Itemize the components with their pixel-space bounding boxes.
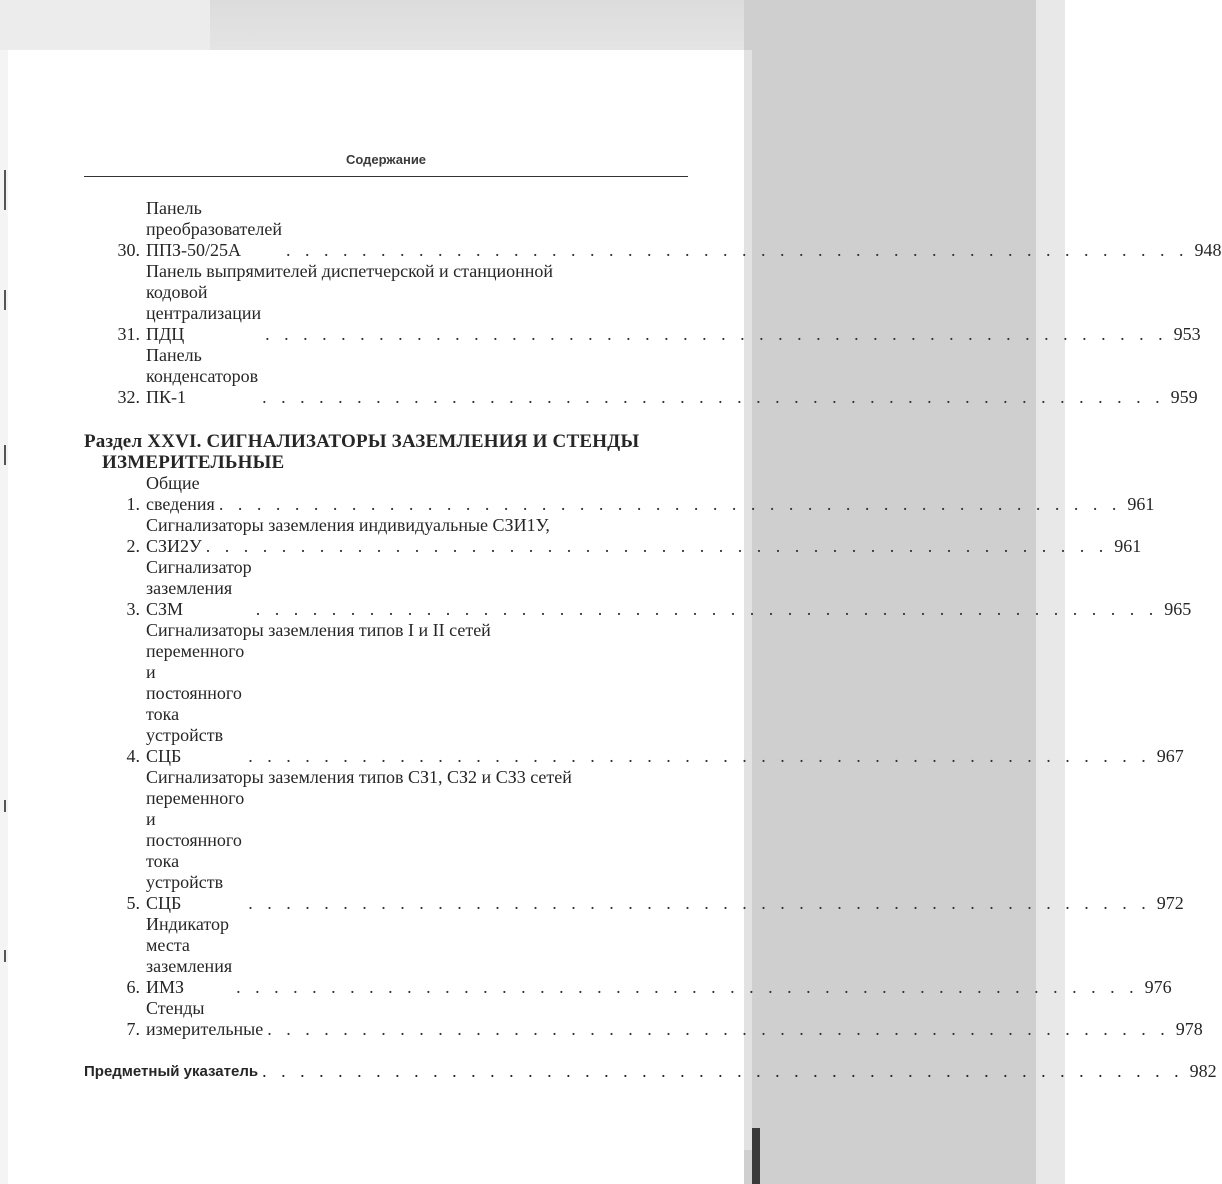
- toc-index-entry[interactable]: [84, 1061, 1217, 1082]
- toc-entry[interactable]: [84, 557, 1192, 620]
- scan-mark: [4, 170, 6, 210]
- entry-title: [146, 767, 1184, 914]
- entry-title: [146, 557, 1191, 620]
- section-title-line: Раздел XXVI. СИГНАЛИЗАТОРЫ ЗАЗЕМЛЕНИЯ И СТЕНДЫ: [84, 431, 640, 452]
- entry-title: [146, 261, 1201, 345]
- scan-mark: [4, 800, 6, 812]
- entry-title: [146, 515, 1141, 557]
- toc-entry[interactable]: [84, 261, 1201, 345]
- entry-title: [146, 998, 1203, 1040]
- running-head-rule: [84, 176, 688, 177]
- toc-entry[interactable]: [84, 515, 1142, 557]
- entry-number: 5.: [126, 893, 140, 913]
- entry-title-text: переменного и постоянного тока устройств СЦБ: [146, 788, 245, 913]
- dot-leader: . . . . . . . . . . . . . . . . . . . . . . . . . . . . . . . . . . . . . . . . . . . . . . . .: [265, 324, 1168, 344]
- page-number: 961: [1127, 494, 1155, 514]
- entry-title-text: Общие сведения: [146, 473, 215, 514]
- dot-leader: . . . . . . . . . . . . . . . . . . . . . . . . . . . . . . . . . . . . . . . . . . . . . . . .: [218, 494, 1122, 514]
- toc-entry[interactable]: [84, 345, 1198, 408]
- dot-leader: . . . . . . . . . . . . . . . . . . . . . . . . . . . . . . . . . . . . . . . . . . . . . . . .: [262, 387, 1165, 407]
- entry-title-text: Панель преобразователей ППЗ-50/25А: [146, 198, 283, 260]
- dot-leader: . . . . . . . . . . . . . . . . . . . . . . . . . . . . . . . . . . . . . . . . . . . . . . . .: [248, 746, 1151, 766]
- toc-entries-section: [84, 473, 1203, 1040]
- section-title-line: ИЗМЕРИТЕЛЬНЫЕ: [102, 452, 285, 473]
- entry-title-last-line: [146, 914, 1172, 998]
- toc-entry[interactable]: [84, 620, 1184, 767]
- entry-number: 3.: [126, 599, 140, 619]
- dot-leader: . . . . . . . . . . . . . . . . . . . . . . . . . . . . . . . . . . . . . . . . . . . . . . . .: [248, 893, 1151, 913]
- dot-leader: . . . . . . . . . . . . . . . . . . . . . . . . . . . . . . . . . . . . . . . . . . . . . . . .: [255, 599, 1159, 619]
- entry-title-line: Сигнализаторы заземления типов СЗ1, СЗ2 и СЗ3 сетей: [146, 767, 572, 787]
- section-title: [84, 431, 688, 473]
- entry-title: [146, 914, 1172, 998]
- page-number: 953: [1173, 324, 1201, 344]
- entry-number: 30.: [117, 240, 140, 260]
- entry-number: 6.: [126, 977, 140, 997]
- index-entry-label: Предметный указатель: [84, 1063, 259, 1080]
- entry-title-text: переменного и постоянного тока устройств СЦБ: [146, 641, 245, 766]
- entry-title-last-line: [146, 536, 1141, 557]
- scan-background-top-left: [0, 0, 210, 50]
- entry-title-text: Стенды измерительные: [146, 998, 264, 1039]
- entry-number: 31.: [117, 324, 140, 344]
- entry-number: 7.: [126, 1019, 140, 1039]
- entry-title-last-line: [146, 788, 1184, 914]
- entry-title-line: Сигнализаторы заземления индивидуальные СЗИ1У,: [146, 515, 550, 535]
- page-number: 972: [1156, 893, 1184, 913]
- entry-number: 4.: [126, 746, 140, 766]
- entry-number: 1.: [126, 494, 140, 514]
- dot-leader: . . . . . . . . . . . . . . . . . . . . . . . . . . . . . . . . . . . . . . . . . . . . . . . .: [236, 977, 1139, 997]
- toc-entry[interactable]: [84, 914, 1172, 998]
- toc-entry[interactable]: [84, 998, 1203, 1040]
- entry-title-text: кодовой централизации ПДЦ: [146, 282, 262, 344]
- toc-entry[interactable]: [84, 198, 1222, 261]
- scan-mark: [4, 950, 6, 962]
- page-number: 978: [1175, 1019, 1203, 1039]
- dot-leader: . . . . . . . . . . . . . . . . . . . . . . . . . . . . . . . . . . . . . . . . . . . . . . . .: [267, 1019, 1170, 1039]
- entry-title-text: Панель конденсаторов ПК-1: [146, 345, 259, 407]
- scan-mark: [4, 445, 6, 465]
- entry-title-text: Сигнализатор заземления СЗМ: [146, 557, 252, 619]
- dot-leader: . . . . . . . . . . . . . . . . . . . . . . . . . . . . . . . . . . . . . . . . . . . . . . . .: [205, 536, 1109, 556]
- page-number: 965: [1164, 599, 1192, 619]
- entry-title-last-line: [146, 473, 1154, 515]
- toc-entry[interactable]: [84, 473, 1155, 515]
- running-head: Содержание: [345, 152, 427, 167]
- entry-title-line: Панель выпрямителей диспетчерской и станционной: [146, 261, 554, 281]
- entry-title: [146, 198, 1222, 261]
- entry-title-last-line: [146, 557, 1191, 620]
- scan-mark: [4, 290, 6, 310]
- page-number: 976: [1144, 977, 1172, 997]
- table-of-contents: [84, 198, 1222, 1082]
- page-number: 982: [1189, 1061, 1217, 1081]
- page-number: 948: [1194, 240, 1222, 260]
- page-number: 967: [1156, 746, 1184, 766]
- entry-title-last-line: [146, 282, 1201, 345]
- entry-title-last-line: [146, 345, 1198, 408]
- scan-page-shadow: [752, 1128, 760, 1184]
- entry-title: [146, 620, 1184, 767]
- entry-title: [146, 473, 1154, 515]
- entry-title-last-line: [146, 641, 1184, 767]
- scan-background-left: [0, 50, 8, 1184]
- entry-number: 32.: [117, 387, 140, 407]
- entry-title-last-line: [146, 998, 1203, 1040]
- dot-leader: . . . . . . . . . . . . . . . . . . . . . . . . . . . . . . . . . . . . . . . . . . . . . . . .: [286, 240, 1189, 260]
- entry-number: 2.: [126, 536, 140, 556]
- entry-title-line: Сигнализаторы заземления типов I и II сетей: [146, 620, 491, 640]
- entry-title-text: Индикатор места заземления ИМЗ: [146, 914, 233, 997]
- entry-title-last-line: [146, 198, 1222, 261]
- entry-title: [146, 345, 1198, 408]
- entry-title-text: СЗИ2У: [146, 536, 202, 556]
- page-number: 961: [1114, 536, 1142, 556]
- page-number: 959: [1170, 387, 1198, 407]
- dot-leader: . . . . . . . . . . . . . . . . . . . . . . . . . . . . . . . . . . . . . . . . . . . . . . . . .: [262, 1061, 1184, 1081]
- toc-entry[interactable]: [84, 767, 1184, 914]
- toc-entries-top: [84, 198, 1222, 408]
